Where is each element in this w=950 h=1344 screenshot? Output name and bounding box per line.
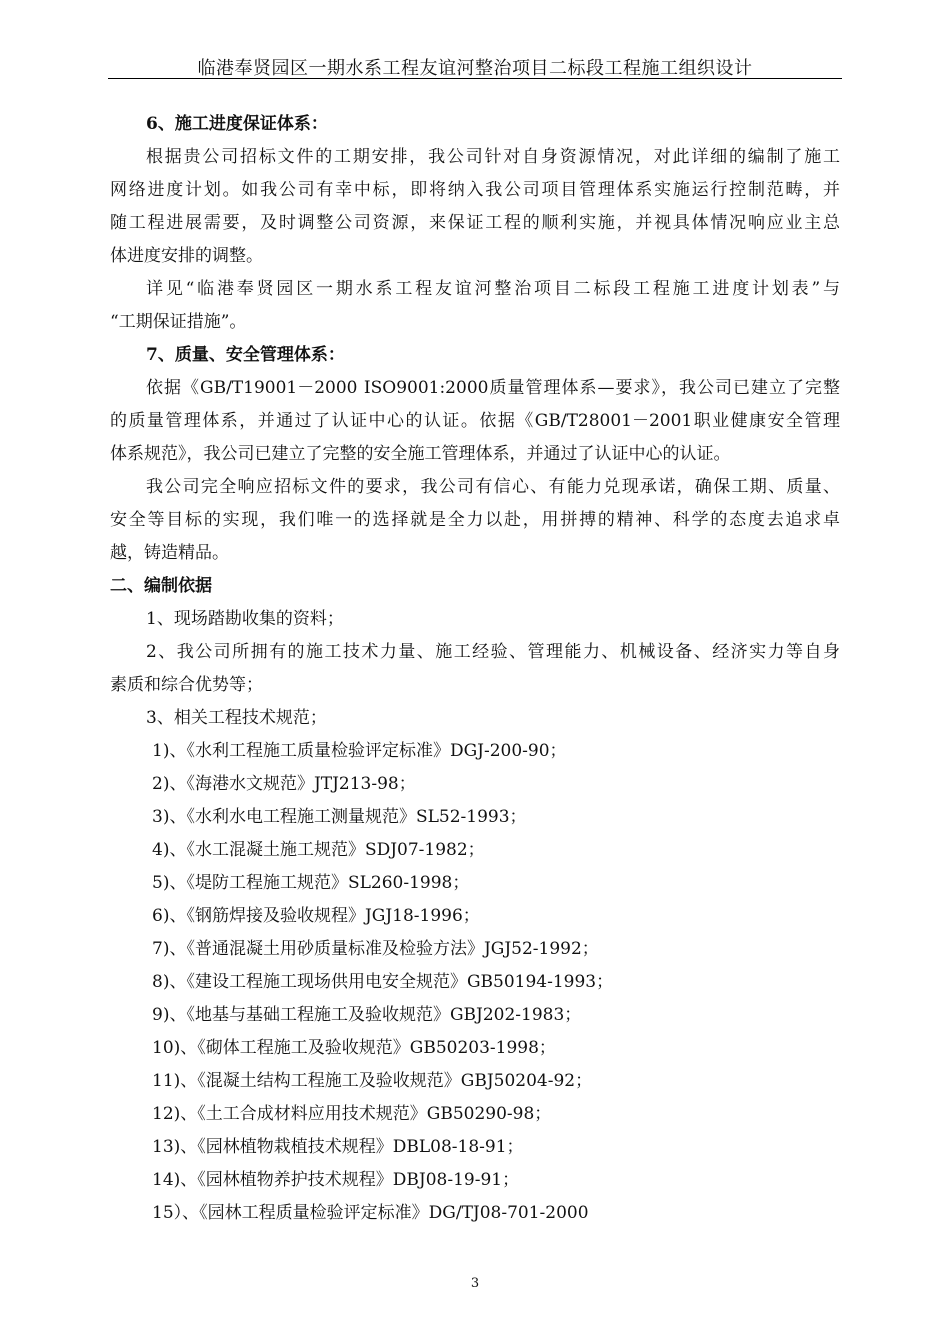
- section-2-heading: 二、编制依据: [110, 576, 212, 596]
- standard-item: 6)、《钢筋焊接及验收规程》JGJ18-1996；: [152, 906, 480, 926]
- basis-item-2-cont: 素质和综合优势等；: [110, 675, 263, 695]
- standard-item: 9)、《地基与基础工程施工及验收规范》GBJ202-1983；: [152, 1005, 582, 1025]
- section-7-text-line: 我公司完全响应招标文件的要求，我公司有信心、有能力兑现承诺，确保工期、质量、: [146, 477, 840, 497]
- header-divider: [108, 78, 842, 79]
- section-6-text-line: 根据贵公司招标文件的工期安排，我公司针对自身资源情况，对此详细的编制了施工: [146, 147, 840, 167]
- section-7-text-line: 安全等目标的实现，我们唯一的选择就是全力以赴，用拼搏的精神、科学的态度去追求卓: [110, 510, 840, 530]
- standard-item: 12)、《土工合成材料应用技术规范》GB50290-98；: [152, 1104, 552, 1124]
- document-body: [110, 108, 840, 1230]
- standard-item: 11)、《混凝土结构工程施工及验收规范》GBJ50204-92；: [152, 1071, 593, 1091]
- standard-item: 4)、《水工混凝土施工规范》SDJ07-1982；: [152, 840, 485, 860]
- standard-item: 7)、《普通混凝土用砂质量标准及检验方法》JGJ52-1992；: [152, 939, 599, 959]
- section-6-heading: 6、施工进度保证体系：: [146, 114, 328, 134]
- section-7-heading: 7、质量、安全管理体系：: [146, 345, 345, 365]
- standard-item: 1)、《水利工程施工质量检验评定标准》DGJ-200-90；: [152, 741, 567, 761]
- section-7-text-line: 依据《GB/T19001－2000 ISO9001:2000质量管理体系—要求》，我公司已建立了完整: [146, 378, 840, 398]
- standard-item: 8)、《建设工程施工现场供用电安全规范》GB50194-1993；: [152, 972, 614, 992]
- basis-item-2: 2、我公司所拥有的施工技术力量、施工经验、管理能力、机械设备、经济实力等自身: [146, 642, 840, 662]
- section-7-text-line: 越，铸造精品。: [110, 543, 229, 563]
- standard-item: 13)、《园林植物栽植技术规程》DBL08-18-91；: [152, 1137, 524, 1157]
- standard-item: 14)、《园林植物养护技术规程》DBJ08-19-91；: [152, 1170, 520, 1190]
- standard-item: 5)、《堤防工程施工规范》SL260-1998；: [152, 873, 470, 893]
- section-6-text-line: 体进度安排的调整。: [110, 246, 263, 266]
- standard-item: 2)、《海港水文规范》JTJ213-98；: [152, 774, 416, 794]
- page-header-title: 临港奉贤园区一期水系工程友谊河整治项目二标段工程施工组织设计: [197, 58, 753, 79]
- section-6-text-line: 详见“临港奉贤园区一期水系工程友谊河整治项目二标段工程施工进度计划表”与: [146, 279, 840, 299]
- standard-item: 3)、《水利水电工程施工测量规范》SL52-1993；: [152, 807, 527, 827]
- basis-item-1: 1、现场踏勘收集的资料；: [146, 609, 344, 629]
- basis-item-3: 3、相关工程技术规范；: [146, 708, 327, 728]
- section-6-text-line: 网络进度计划。如我公司有幸中标，即将纳入我公司项目管理体系实施运行控制范畴，并: [110, 180, 840, 200]
- standard-item: 10)、《砌体工程施工及验收规范》GB50203-1998；: [152, 1038, 556, 1058]
- section-7-text-line: 的质量管理体系，并通过了认证中心的认证。依据《GB/T28001－2001职业健康安全管理: [110, 411, 840, 431]
- section-6-text-line: 随工程进展需要，及时调整公司资源，来保证工程的顺利实施，并视具体情况响应业主总: [110, 213, 840, 233]
- section-6-text-line: “工期保证措施”。: [110, 312, 247, 332]
- section-7-text-line: 体系规范》，我公司已建立了完整的安全施工管理体系，并通过了认证中心的认证。: [110, 444, 731, 464]
- standard-item: 15）、《园林工程质量检验评定标准》DG/TJ08-701-2000: [152, 1203, 589, 1223]
- page-number: 3: [470, 1276, 480, 1291]
